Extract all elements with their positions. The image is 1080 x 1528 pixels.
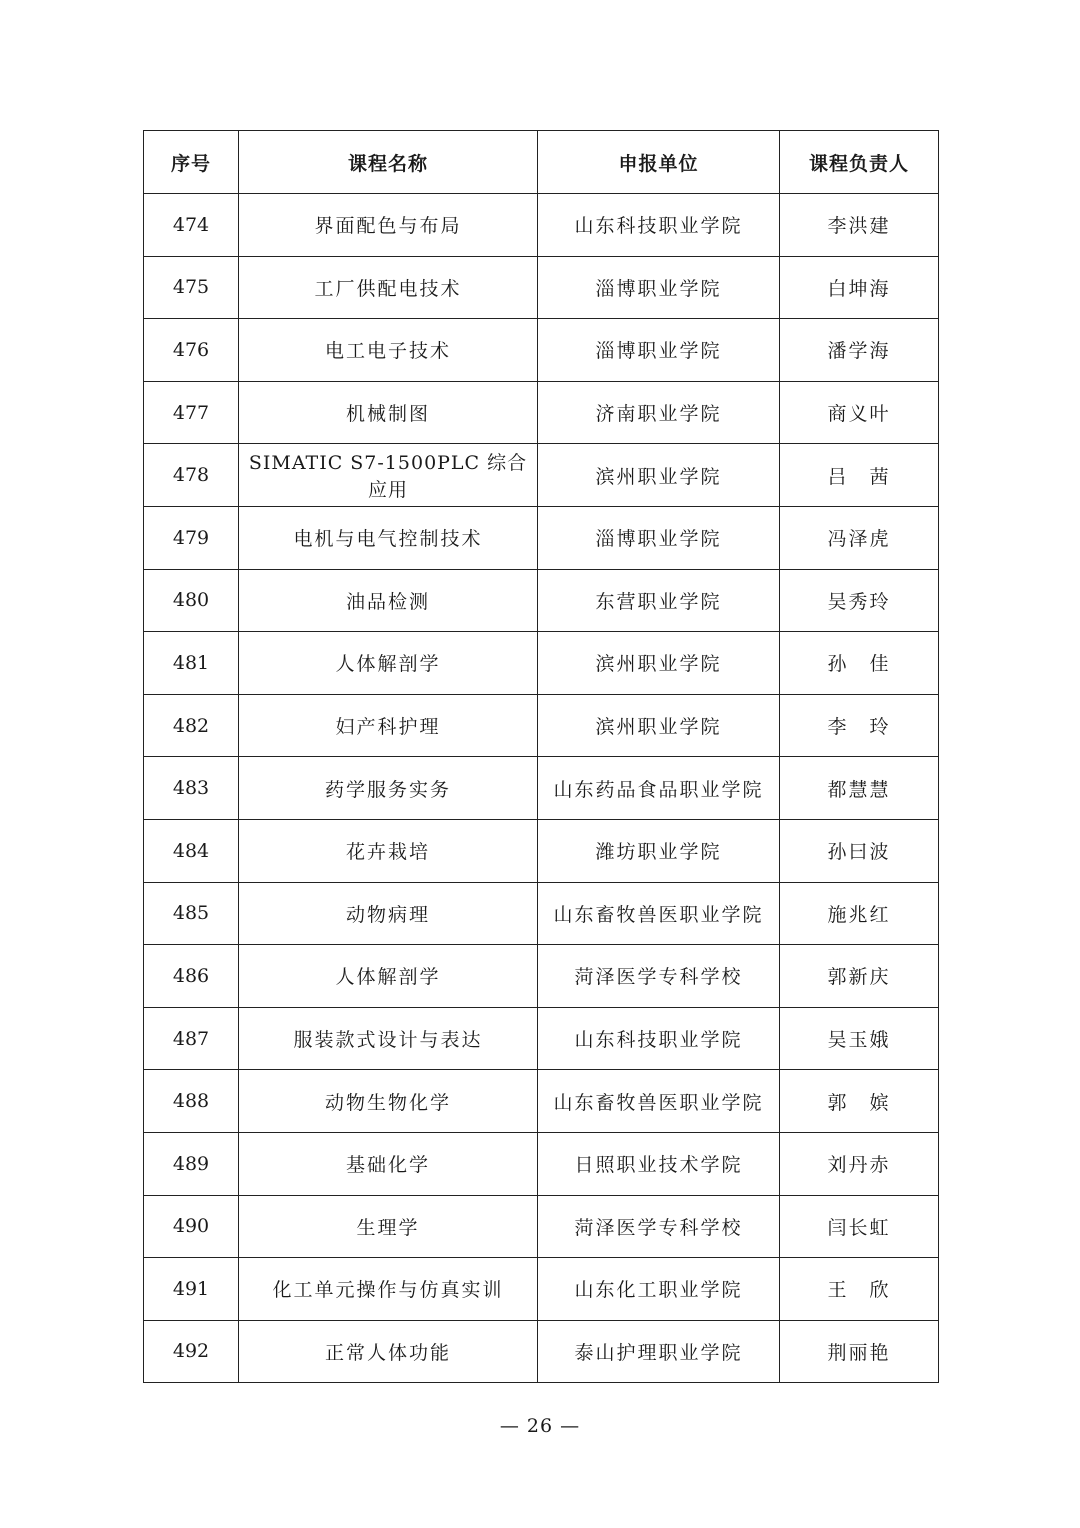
cell-unit: 济南职业学院 xyxy=(538,381,780,444)
table-row xyxy=(144,194,939,257)
table-row xyxy=(144,1320,939,1383)
cell-lead: 孙曰波 xyxy=(780,819,939,882)
cell-unit: 淄博职业学院 xyxy=(538,319,780,382)
cell-unit: 滨州职业学院 xyxy=(538,694,780,757)
table-row xyxy=(144,1007,939,1070)
cell-course: 花卉栽培 xyxy=(239,819,538,882)
cell-num: 474 xyxy=(144,194,239,257)
table-row xyxy=(144,1132,939,1195)
cell-lead: 孙 佳 xyxy=(780,632,939,695)
table-header-row xyxy=(144,131,939,194)
header-unit: 申报单位 xyxy=(538,131,780,194)
cell-num: 475 xyxy=(144,256,239,319)
cell-num: 492 xyxy=(144,1320,239,1383)
cell-num: 491 xyxy=(144,1258,239,1321)
cell-unit: 菏泽医学专科学校 xyxy=(538,1195,780,1258)
page-number: — 26 — xyxy=(499,1415,581,1437)
cell-unit: 滨州职业学院 xyxy=(538,444,780,507)
cell-course: 妇产科护理 xyxy=(239,694,538,757)
cell-unit: 山东畜牧兽医职业学院 xyxy=(538,882,780,945)
cell-lead: 白坤海 xyxy=(780,256,939,319)
cell-unit: 淄博职业学院 xyxy=(538,256,780,319)
cell-lead: 吴秀玲 xyxy=(780,569,939,632)
cell-course: 人体解剖学 xyxy=(239,945,538,1008)
cell-course: SIMATIC S7-1500PLC 综合应用 xyxy=(239,444,538,507)
cell-unit: 菏泽医学专科学校 xyxy=(538,945,780,1008)
cell-num: 476 xyxy=(144,319,239,382)
cell-unit: 日照职业技术学院 xyxy=(538,1132,780,1195)
cell-unit: 潍坊职业学院 xyxy=(538,819,780,882)
cell-course: 电机与电气控制技术 xyxy=(239,506,538,569)
cell-unit: 山东畜牧兽医职业学院 xyxy=(538,1070,780,1133)
table-row xyxy=(144,882,939,945)
cell-lead: 吴玉娥 xyxy=(780,1007,939,1070)
cell-lead: 李 玲 xyxy=(780,694,939,757)
cell-lead: 刘丹赤 xyxy=(780,1132,939,1195)
cell-unit: 淄博职业学院 xyxy=(538,506,780,569)
cell-unit: 山东科技职业学院 xyxy=(538,194,780,257)
cell-num: 489 xyxy=(144,1132,239,1195)
cell-num: 490 xyxy=(144,1195,239,1258)
cell-unit: 东营职业学院 xyxy=(538,569,780,632)
cell-lead: 潘学海 xyxy=(780,319,939,382)
cell-unit: 滨州职业学院 xyxy=(538,632,780,695)
cell-lead: 郭新庆 xyxy=(780,945,939,1008)
cell-unit: 山东化工职业学院 xyxy=(538,1258,780,1321)
header-course: 课程名称 xyxy=(239,131,538,194)
cell-lead: 吕 茜 xyxy=(780,444,939,507)
cell-course: 机械制图 xyxy=(239,381,538,444)
cell-lead: 闫长虹 xyxy=(780,1195,939,1258)
cell-lead: 冯泽虎 xyxy=(780,506,939,569)
cell-course: 动物病理 xyxy=(239,882,538,945)
cell-course: 正常人体功能 xyxy=(239,1320,538,1383)
cell-num: 485 xyxy=(144,882,239,945)
table-row xyxy=(144,1195,939,1258)
table-row xyxy=(144,945,939,1008)
cell-num: 483 xyxy=(144,757,239,820)
cell-unit: 泰山护理职业学院 xyxy=(538,1320,780,1383)
cell-course: 人体解剖学 xyxy=(239,632,538,695)
cell-num: 481 xyxy=(144,632,239,695)
cell-num: 484 xyxy=(144,819,239,882)
cell-lead: 都慧慧 xyxy=(780,757,939,820)
cell-num: 486 xyxy=(144,945,239,1008)
cell-lead: 郭 嫔 xyxy=(780,1070,939,1133)
cell-num: 487 xyxy=(144,1007,239,1070)
cell-num: 479 xyxy=(144,506,239,569)
header-num: 序号 xyxy=(144,131,239,194)
cell-course: 生理学 xyxy=(239,1195,538,1258)
table-row xyxy=(144,819,939,882)
cell-course: 药学服务实务 xyxy=(239,757,538,820)
table-row xyxy=(144,694,939,757)
cell-course: 基础化学 xyxy=(239,1132,538,1195)
table-row xyxy=(144,1070,939,1133)
cell-lead: 荆丽艳 xyxy=(780,1320,939,1383)
cell-course: 电工电子技术 xyxy=(239,319,538,382)
table-row xyxy=(144,256,939,319)
cell-lead: 商义叶 xyxy=(780,381,939,444)
cell-num: 478 xyxy=(144,444,239,507)
table-row xyxy=(144,569,939,632)
cell-num: 482 xyxy=(144,694,239,757)
cell-num: 477 xyxy=(144,381,239,444)
table-row xyxy=(144,444,939,507)
table-row xyxy=(144,381,939,444)
table-row xyxy=(144,319,939,382)
cell-unit: 山东科技职业学院 xyxy=(538,1007,780,1070)
cell-course: 化工单元操作与仿真实训 xyxy=(239,1258,538,1321)
cell-unit: 山东药品食品职业学院 xyxy=(538,757,780,820)
table-row xyxy=(144,506,939,569)
cell-lead: 施兆红 xyxy=(780,882,939,945)
cell-course: 服装款式设计与表达 xyxy=(239,1007,538,1070)
cell-course: 界面配色与布局 xyxy=(239,194,538,257)
table-row xyxy=(144,757,939,820)
cell-lead: 王 欣 xyxy=(780,1258,939,1321)
cell-num: 480 xyxy=(144,569,239,632)
cell-lead: 李洪建 xyxy=(780,194,939,257)
cell-course: 动物生物化学 xyxy=(239,1070,538,1133)
cell-course: 油品检测 xyxy=(239,569,538,632)
table-row xyxy=(144,1258,939,1321)
course-table xyxy=(143,130,939,1383)
table-row xyxy=(144,632,939,695)
header-lead: 课程负责人 xyxy=(780,131,939,194)
cell-course: 工厂供配电技术 xyxy=(239,256,538,319)
cell-num: 488 xyxy=(144,1070,239,1133)
